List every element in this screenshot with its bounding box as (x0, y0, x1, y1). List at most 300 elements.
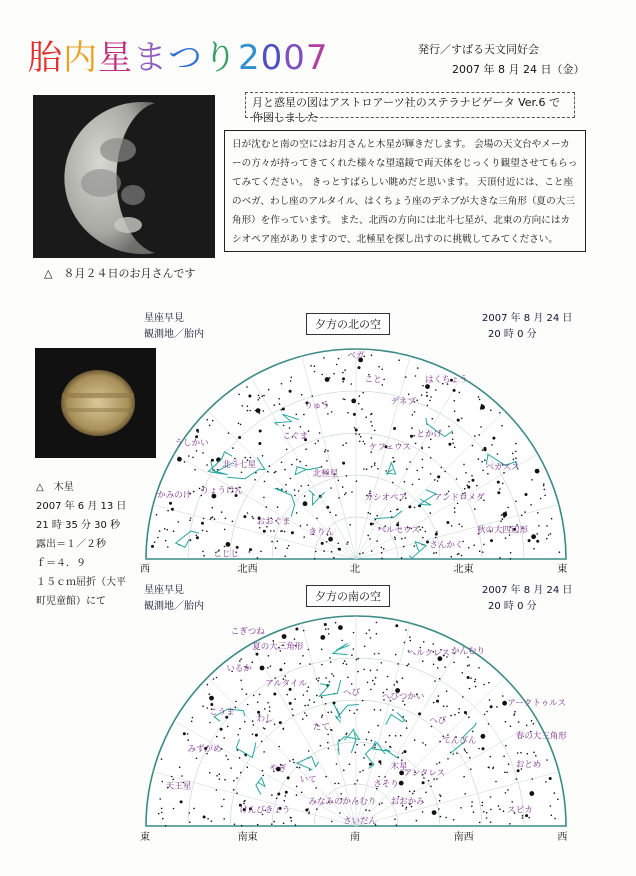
direction-label: 東 (140, 832, 150, 843)
star (359, 771, 361, 773)
star (227, 759, 229, 761)
star (342, 444, 344, 446)
star (379, 803, 381, 805)
constellation-name: たて (312, 722, 330, 733)
star (401, 557, 403, 559)
title-char: 7 (305, 38, 329, 78)
star (349, 710, 351, 712)
star (355, 429, 358, 432)
star (309, 663, 311, 665)
star (304, 495, 306, 497)
star (257, 399, 259, 401)
star (559, 551, 561, 553)
star (395, 735, 397, 737)
star (284, 800, 286, 802)
constellation-name: わし (256, 714, 274, 724)
star (224, 546, 226, 548)
star (409, 636, 411, 638)
star (392, 482, 394, 484)
star (180, 800, 183, 803)
star (289, 702, 292, 705)
star (531, 479, 533, 481)
constellation-name: ヘルクレス (407, 648, 450, 659)
star (404, 704, 406, 706)
star (550, 533, 552, 535)
star (360, 436, 362, 438)
constellation-name: 北極星 (312, 468, 339, 479)
star (370, 670, 372, 672)
chart-label: 星座早見 (144, 585, 184, 596)
star (376, 515, 378, 517)
star (302, 718, 304, 720)
constellation-name: てんびん (442, 735, 477, 746)
star (430, 512, 432, 514)
star (508, 763, 510, 765)
star (196, 450, 198, 452)
star (206, 464, 208, 466)
star (369, 763, 372, 766)
star (240, 658, 242, 660)
star (412, 414, 414, 416)
star (480, 426, 482, 428)
star (283, 425, 285, 427)
star (446, 521, 449, 524)
star (447, 758, 449, 760)
star (381, 802, 383, 804)
star (439, 741, 441, 743)
star (232, 521, 234, 523)
star (476, 485, 478, 487)
star (262, 775, 264, 777)
star (484, 714, 486, 716)
star (506, 772, 508, 774)
star (511, 801, 513, 803)
star (269, 465, 271, 467)
star (172, 779, 174, 781)
star (209, 425, 211, 427)
star (271, 541, 273, 543)
star (279, 668, 282, 671)
constellation-name: おおかみ (390, 796, 425, 807)
star (533, 723, 535, 725)
star (325, 449, 327, 451)
star (161, 812, 163, 814)
star (467, 485, 469, 487)
star (397, 682, 399, 684)
star (479, 399, 481, 401)
star (282, 634, 287, 639)
star (308, 750, 310, 752)
star (167, 510, 169, 512)
star (203, 555, 205, 557)
star (209, 693, 211, 695)
star (330, 487, 332, 489)
constellation-name: 夏の大三角形 (252, 642, 304, 653)
star (440, 816, 442, 818)
star (321, 697, 323, 699)
star (446, 706, 448, 708)
star (478, 667, 480, 669)
star (203, 518, 205, 520)
star (404, 750, 407, 753)
star (349, 763, 351, 765)
star (333, 702, 336, 705)
star (489, 699, 491, 701)
star (296, 459, 298, 461)
star (370, 523, 373, 526)
star (394, 537, 396, 539)
star (275, 547, 277, 549)
star (422, 385, 424, 387)
star (369, 810, 371, 812)
star (474, 435, 476, 437)
star (364, 443, 366, 445)
star (483, 684, 485, 686)
star (492, 768, 494, 770)
star (499, 808, 501, 810)
star (303, 694, 305, 696)
star (296, 414, 298, 416)
star (546, 759, 548, 761)
star (536, 540, 539, 543)
star (429, 400, 431, 402)
star (487, 473, 489, 475)
star (228, 432, 230, 434)
star (308, 811, 310, 813)
star (394, 818, 396, 820)
star (166, 529, 168, 531)
star (370, 414, 372, 416)
star (244, 721, 246, 723)
star (288, 545, 290, 547)
star (270, 665, 272, 667)
star (497, 481, 500, 484)
star (342, 398, 344, 400)
star (177, 521, 179, 523)
star (220, 728, 223, 731)
star (549, 777, 552, 780)
star (473, 544, 475, 546)
star (548, 534, 550, 536)
star (461, 526, 463, 528)
star (241, 825, 243, 827)
constellation-name: みなみのかんむり (308, 796, 377, 807)
star (306, 524, 308, 526)
star (300, 525, 302, 527)
observation-site: 観測地／胎内 (144, 601, 204, 612)
star (302, 655, 304, 657)
constellation-name: さいだん (343, 816, 378, 827)
star (277, 506, 279, 508)
star (363, 468, 365, 470)
star (452, 432, 454, 434)
star (421, 394, 423, 396)
star (490, 409, 492, 411)
star (377, 468, 379, 470)
star (478, 458, 480, 460)
star (535, 469, 540, 474)
star (392, 709, 394, 711)
star (287, 776, 290, 779)
star (524, 511, 526, 513)
star (422, 660, 424, 662)
star (334, 783, 336, 785)
star (505, 721, 507, 723)
star (303, 501, 308, 506)
star (428, 447, 430, 449)
star (236, 777, 238, 779)
star (425, 792, 427, 794)
star (259, 397, 261, 399)
star (425, 744, 427, 746)
star (381, 552, 383, 554)
star (409, 791, 411, 793)
star (237, 749, 239, 751)
star (402, 677, 404, 679)
star (268, 655, 270, 657)
star (221, 806, 223, 808)
star (246, 386, 248, 388)
constellation-name: アンタレス (403, 768, 446, 779)
star (366, 468, 368, 470)
star (277, 540, 279, 542)
star (240, 772, 242, 774)
star (434, 479, 436, 481)
star (383, 548, 385, 550)
star (454, 511, 456, 513)
star (321, 542, 324, 545)
star (214, 518, 216, 520)
star (338, 480, 340, 482)
star (207, 684, 209, 686)
star (499, 557, 501, 559)
star (467, 665, 469, 667)
star (345, 442, 347, 444)
star (406, 720, 408, 722)
star (192, 717, 194, 719)
star (326, 506, 329, 509)
star (344, 660, 346, 662)
star (515, 501, 517, 503)
star (433, 664, 435, 666)
title-char: 0 (260, 38, 284, 78)
star (327, 742, 329, 744)
star (531, 534, 536, 539)
star (183, 732, 186, 735)
star (544, 489, 546, 491)
star (305, 809, 308, 812)
star (238, 394, 240, 396)
star (349, 524, 351, 526)
direction-label: 南東 (237, 832, 258, 843)
star (277, 793, 280, 796)
jupiter-label: △ 木星 (36, 482, 74, 493)
star (189, 821, 191, 823)
star (342, 377, 345, 380)
title-char: 星 (98, 38, 133, 78)
star (363, 757, 365, 759)
constellation-name: 春の大三角形 (515, 731, 567, 742)
star (408, 394, 410, 396)
star (209, 722, 211, 724)
star (406, 468, 408, 470)
star (365, 416, 367, 418)
star (397, 522, 399, 524)
star (482, 747, 485, 750)
star (464, 488, 466, 490)
star (475, 679, 477, 681)
star (461, 418, 463, 420)
star (418, 479, 420, 481)
star (341, 640, 343, 642)
star (381, 547, 383, 549)
star (273, 693, 276, 696)
star (171, 776, 173, 778)
star (292, 714, 294, 716)
title-char: つ (168, 38, 203, 78)
star (236, 792, 238, 794)
star (490, 796, 492, 798)
star (343, 769, 345, 771)
star (278, 746, 280, 748)
star (309, 769, 311, 771)
star (404, 481, 406, 483)
star (224, 779, 226, 781)
star (482, 551, 484, 553)
star (409, 461, 411, 463)
direction-label: 北西 (237, 564, 258, 575)
star (324, 623, 327, 626)
star (256, 653, 259, 656)
star (550, 805, 552, 807)
star (490, 705, 493, 708)
star (436, 763, 438, 765)
star (342, 486, 344, 488)
title-char: ま (133, 38, 168, 78)
star (507, 507, 509, 509)
star (401, 538, 403, 540)
star (435, 533, 438, 536)
star (454, 446, 456, 448)
star (463, 464, 465, 466)
star (158, 813, 160, 815)
constellation-name: 秋の大四辺形 (477, 525, 529, 536)
star (406, 665, 408, 667)
star (343, 663, 345, 665)
publisher-info (418, 40, 584, 80)
star (371, 437, 373, 439)
star (308, 649, 310, 651)
star (303, 414, 305, 416)
star (438, 808, 440, 810)
star (274, 404, 276, 406)
star (502, 483, 504, 485)
star (261, 395, 263, 397)
star (470, 768, 472, 770)
star (479, 822, 481, 824)
star (369, 629, 371, 631)
constellation-name: こと (364, 375, 382, 386)
star (329, 512, 331, 514)
constellation-name: さんかく (429, 540, 464, 551)
star (425, 531, 427, 533)
star (416, 400, 418, 402)
star (436, 700, 439, 703)
star (346, 543, 348, 545)
star (510, 725, 512, 727)
star (357, 780, 359, 782)
star (209, 772, 211, 774)
star (337, 543, 339, 545)
star (324, 451, 326, 453)
star (284, 531, 286, 533)
star (366, 633, 368, 635)
star (374, 430, 376, 432)
star (475, 686, 477, 688)
star (351, 383, 353, 385)
star (376, 633, 378, 635)
star (327, 450, 329, 452)
star (233, 789, 235, 791)
star (216, 789, 218, 791)
star (255, 734, 258, 737)
star (448, 443, 451, 446)
star (367, 535, 369, 537)
star (432, 418, 434, 420)
star (399, 781, 404, 786)
chart-time: 20 時 0 分 (488, 601, 537, 612)
star (329, 377, 331, 379)
star (291, 531, 294, 534)
star (439, 762, 441, 764)
star (237, 734, 239, 736)
star (430, 457, 432, 459)
jupiter-line: 露出＝１／２秒 (36, 539, 106, 550)
star (306, 715, 308, 717)
star (368, 512, 370, 514)
star (525, 493, 528, 496)
star (247, 410, 249, 412)
star (374, 653, 376, 655)
star (432, 810, 437, 815)
star (338, 625, 343, 630)
star (479, 550, 481, 552)
star (374, 709, 376, 711)
star (554, 792, 556, 794)
star (464, 793, 466, 795)
star (371, 740, 373, 742)
star (216, 736, 218, 738)
star (402, 752, 404, 754)
star (271, 823, 273, 825)
jupiter-photo (35, 348, 156, 458)
constellation-name: こうま (209, 707, 235, 718)
star (378, 653, 380, 655)
star (331, 711, 333, 713)
star (371, 354, 373, 356)
star (294, 638, 296, 640)
star (422, 459, 424, 461)
star (395, 538, 397, 540)
star (430, 473, 432, 475)
star (422, 742, 424, 744)
south-chart-label (144, 584, 204, 614)
constellation-name: 北斗七星 (222, 460, 257, 471)
star (408, 505, 411, 508)
direction-label: 南西 (453, 832, 474, 843)
star (306, 690, 308, 692)
chart-date: 2007 年 8 月 24 日 (482, 585, 573, 596)
